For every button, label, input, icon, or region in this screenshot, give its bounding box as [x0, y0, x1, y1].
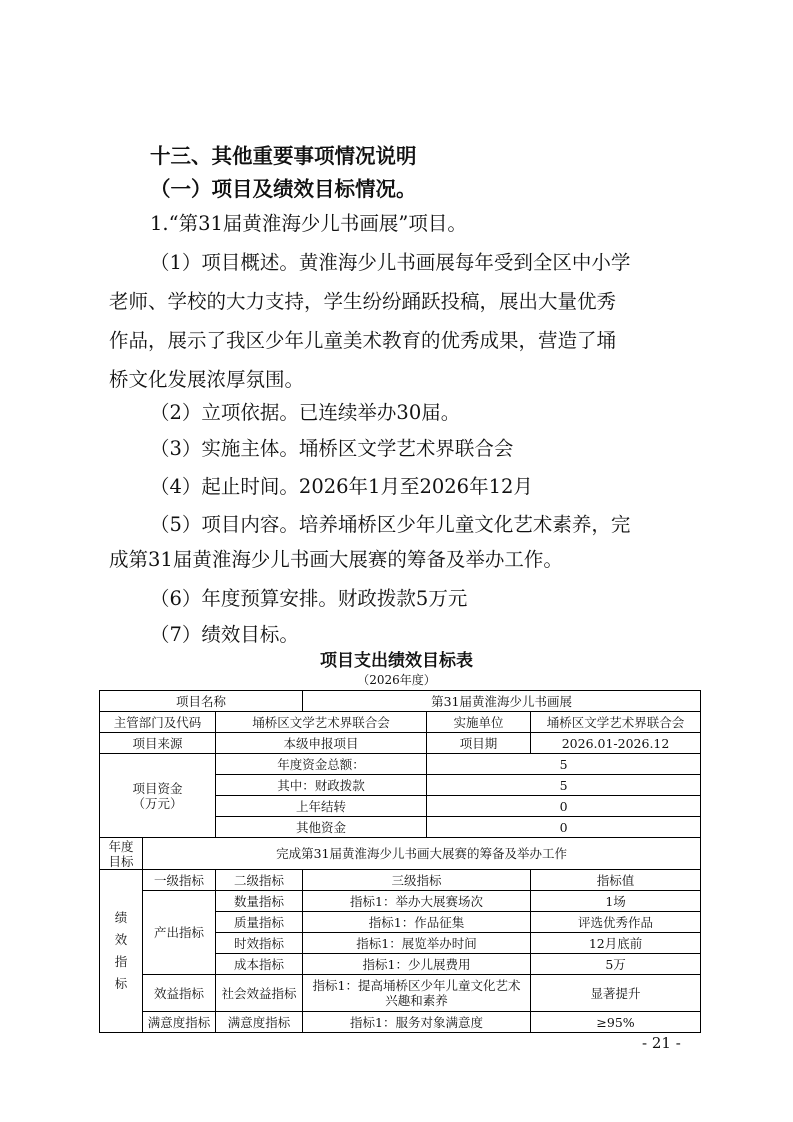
output-label: 产出指标	[143, 891, 216, 975]
fund-fiscal-value: 5	[427, 775, 701, 796]
performance-target-table	[99, 690, 701, 1033]
annual-goal-label	[100, 838, 143, 870]
para1-line1: （1）项目概述。黄淮海少儿书画展每年受到全区中小学	[150, 251, 631, 274]
period-label: 项目期	[427, 733, 531, 754]
satisfaction-label: 满意度指标	[143, 1012, 216, 1033]
social-label: 社会效益指标	[216, 975, 303, 1012]
col-level2: 二级指标	[216, 870, 303, 891]
subsection-heading: （一）项目及绩效目标情况。	[150, 177, 417, 201]
para1-line4: 桥文化发展浓厚氛围。	[109, 368, 305, 391]
time-value: 12月底前	[531, 933, 701, 954]
col-level3: 三级指标	[303, 870, 531, 891]
fund-label	[100, 754, 216, 838]
table-title: 项目支出绩效目标表	[320, 651, 473, 671]
item-title: 1.“第31届黄淮海少儿书画展”项目。	[150, 212, 467, 235]
project-name-label: 项目名称	[100, 691, 303, 712]
para4: （4）起止时间。2026年1月至2026年12月	[150, 475, 533, 498]
cost-label: 成本指标	[216, 954, 303, 975]
satisfaction-value: ≥95%	[531, 1012, 701, 1033]
fund-carry-value: 0	[427, 796, 701, 817]
cost-indicator: 指标1：少儿展费用	[303, 954, 531, 975]
table-year: （2026年度）	[357, 673, 436, 687]
dept-label: 主管部门及代码	[100, 712, 216, 733]
satisfaction-indicator: 指标1：服务对象满意度	[303, 1012, 531, 1033]
fund-total-label: 年度资金总额：	[216, 754, 427, 775]
perf-label-char: 绩	[114, 910, 128, 925]
para3: （3）实施主体。埇桥区文学艺术界联合会	[150, 437, 514, 460]
quality-indicator: 指标1：作品征集	[303, 912, 531, 933]
para5-line2: 成第31届黄淮海少儿书画大展赛的筹备及举办工作。	[109, 548, 563, 571]
period-value: 2026.01-2026.12	[531, 733, 701, 754]
annual-goal-value: 完成第31届黄淮海少儿书画大展赛的筹备及举办工作	[143, 838, 701, 870]
para7: （7）绩效目标。	[150, 623, 299, 646]
para2: （2）立项依据。已连续举办30届。	[150, 401, 461, 424]
quantity-label: 数量指标	[216, 891, 303, 912]
quantity-indicator: 指标1：举办大展赛场次	[303, 891, 531, 912]
col-value: 指标值	[531, 870, 701, 891]
benefit-label: 效益指标	[143, 975, 216, 1012]
social-indicator: 指标1：提高埇桥区少年儿童文化艺术兴趣和素养	[303, 975, 531, 1012]
quantity-value: 1场	[531, 891, 701, 912]
impl-label: 实施单位	[427, 712, 531, 733]
source-label: 项目来源	[100, 733, 216, 754]
fund-fiscal-label: 其中：财政拨款	[216, 775, 427, 796]
fund-carry-label: 上年结转	[216, 796, 427, 817]
perf-label-char: 效	[114, 932, 128, 947]
fund-label-line1: 项目资金	[132, 780, 183, 796]
perf-label	[100, 870, 143, 1033]
quality-label: 质量指标	[216, 912, 303, 933]
social-value: 显著提升	[531, 975, 701, 1012]
time-label: 时效指标	[216, 933, 303, 954]
fund-other-label: 其他资金	[216, 817, 427, 838]
page-number: - 21 -	[642, 1034, 681, 1052]
time-indicator: 指标1：展览举办时间	[303, 933, 531, 954]
para5-line1: （5）项目内容。培养埇桥区少年儿童文化艺术素养，完	[150, 513, 631, 536]
fund-total-value: 5	[427, 754, 701, 775]
source-value: 本级申报项目	[216, 733, 427, 754]
fund-other-value: 0	[427, 817, 701, 838]
perf-label-char: 标	[114, 976, 128, 991]
para1-line3: 作品，展示了我区少年儿童美术教育的优秀成果，营造了埇	[109, 329, 617, 352]
col-level1: 一级指标	[143, 870, 216, 891]
para1-line2: 老师、学校的大力支持，学生纷纷踊跃投稿，展出大量优秀	[109, 290, 617, 313]
impl-value: 埇桥区文学艺术界联合会	[531, 712, 701, 733]
perf-label-char: 指	[114, 954, 128, 969]
section-heading: 十三、其他重要事项情况说明	[150, 144, 417, 168]
para6: （6）年度预算安排。财政拨款5万元	[150, 587, 468, 610]
project-name-value: 第31届黄淮海少儿书画展	[303, 691, 701, 712]
quality-value: 评选优秀作品	[531, 912, 701, 933]
dept-value: 埇桥区文学艺术界联合会	[216, 712, 427, 733]
annual-goal-label-line2: 目标	[108, 853, 134, 869]
annual-goal-label-line1: 年度	[108, 838, 134, 854]
cost-value: 5万	[531, 954, 701, 975]
fund-label-line2: （万元）	[132, 795, 183, 811]
satisfaction-sub-label: 满意度指标	[216, 1012, 303, 1033]
